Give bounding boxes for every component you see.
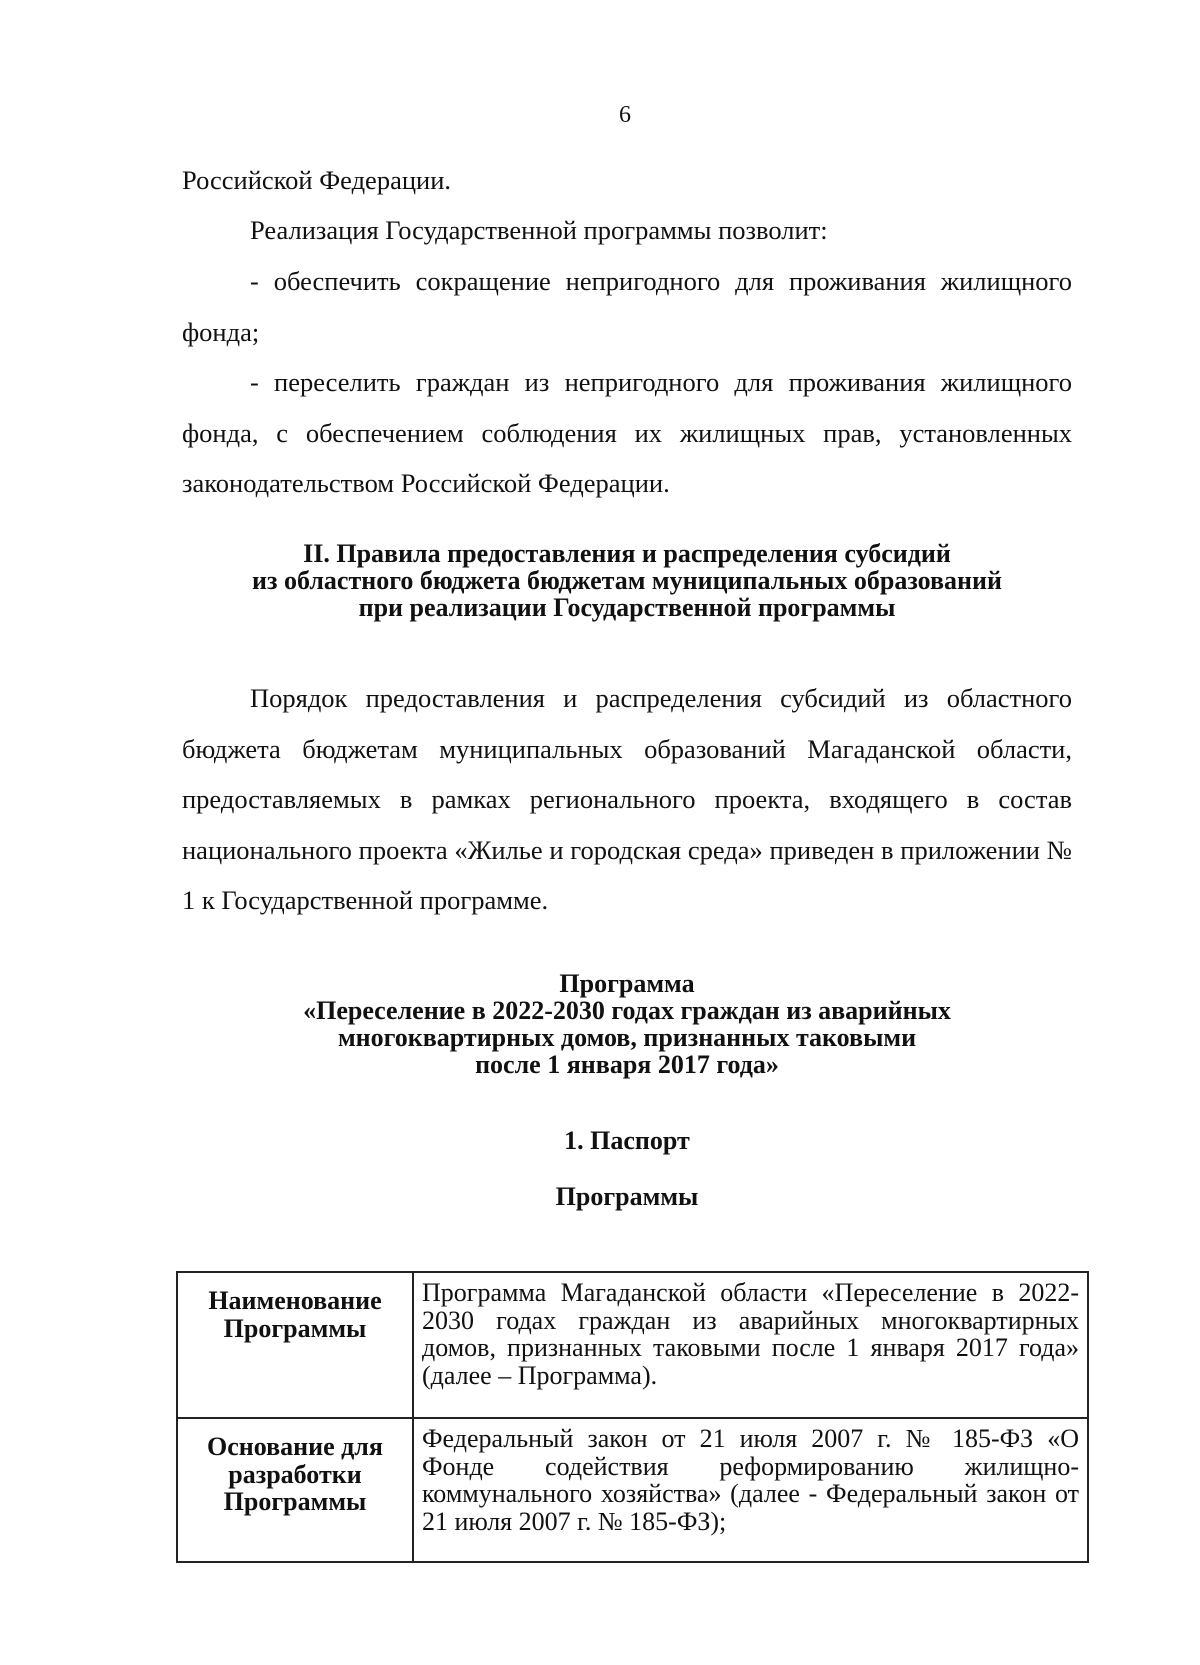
label-line: Программы bbox=[223, 1487, 367, 1516]
section-2-heading-line: из областного бюджета бюджетам муниципальных образований bbox=[252, 566, 1002, 595]
program-title bbox=[182, 970, 1072, 1078]
passport-label-basis bbox=[177, 1418, 413, 1562]
page-number: 6 bbox=[619, 102, 631, 128]
program-title-line: «Переселение в 2022-2030 годах граждан из аварийных bbox=[303, 996, 951, 1025]
program-title-line: после 1 января 2017 года» bbox=[475, 1050, 779, 1079]
paragraph-program-allows: Реализация Государственной программы позволит: bbox=[250, 215, 828, 245]
program-title-line: Программа bbox=[559, 969, 695, 998]
section-2-heading bbox=[182, 540, 1072, 621]
passport-table bbox=[176, 1271, 1089, 1563]
passport-value-name: Программа Магаданской области «Переселение в 2022-2030 годах граждан из аварийных многоквартирных домов, признанных таковыми после 1 января 2017 года» (далее – Программа). bbox=[413, 1272, 1088, 1418]
section-2-heading-line: при реализации Государственной программы bbox=[358, 593, 896, 622]
paragraph-reduce-housing: - обеспечить сокращение непригодного для проживания жилищного фонда; bbox=[182, 266, 1072, 347]
passport-heading: 1. Паспорт bbox=[564, 1126, 690, 1155]
passport-value-basis: Федеральный закон от 21 июля 2007 г. № 185-ФЗ «О Фонде содействия реформированию жилищно-коммунального хозяйства» (далее - Федеральный закон от 21 июля 2007 г. № 185-ФЗ); bbox=[413, 1418, 1088, 1562]
section-2-heading-line: II. Правила предоставления и распределения субсидий bbox=[303, 539, 951, 568]
paragraph-resettle-citizens: - переселить граждан из непригодного для проживания жилищного фонда, с обеспечением соблюдения их жилищных прав, установленных законодательством Российской Федерации. bbox=[182, 367, 1072, 498]
passport-subheading: Программы bbox=[555, 1182, 699, 1211]
paragraph-federation-end: Российской Федерации. bbox=[182, 165, 451, 195]
passport-label-name bbox=[177, 1272, 413, 1418]
label-line: Основание для bbox=[207, 1432, 383, 1461]
label-line: разработки bbox=[228, 1459, 362, 1489]
paragraph-subsidy-procedure: Порядок предоставления и распределения субсидий из областного бюджета бюджетам муниципальных образований Магаданской области, предоставляемых в рамках регионального проекта, входящего в состав национального проекта «Жилье и городская среда» приведен в приложении № 1 к Государственной программе. bbox=[182, 683, 1072, 915]
label-line: Наименование bbox=[208, 1286, 382, 1315]
label-line: Программы bbox=[223, 1313, 367, 1343]
table-row bbox=[177, 1418, 1088, 1562]
program-title-line: многоквартирных домов, признанных таковыми bbox=[337, 1023, 917, 1052]
table-row bbox=[177, 1272, 1088, 1418]
